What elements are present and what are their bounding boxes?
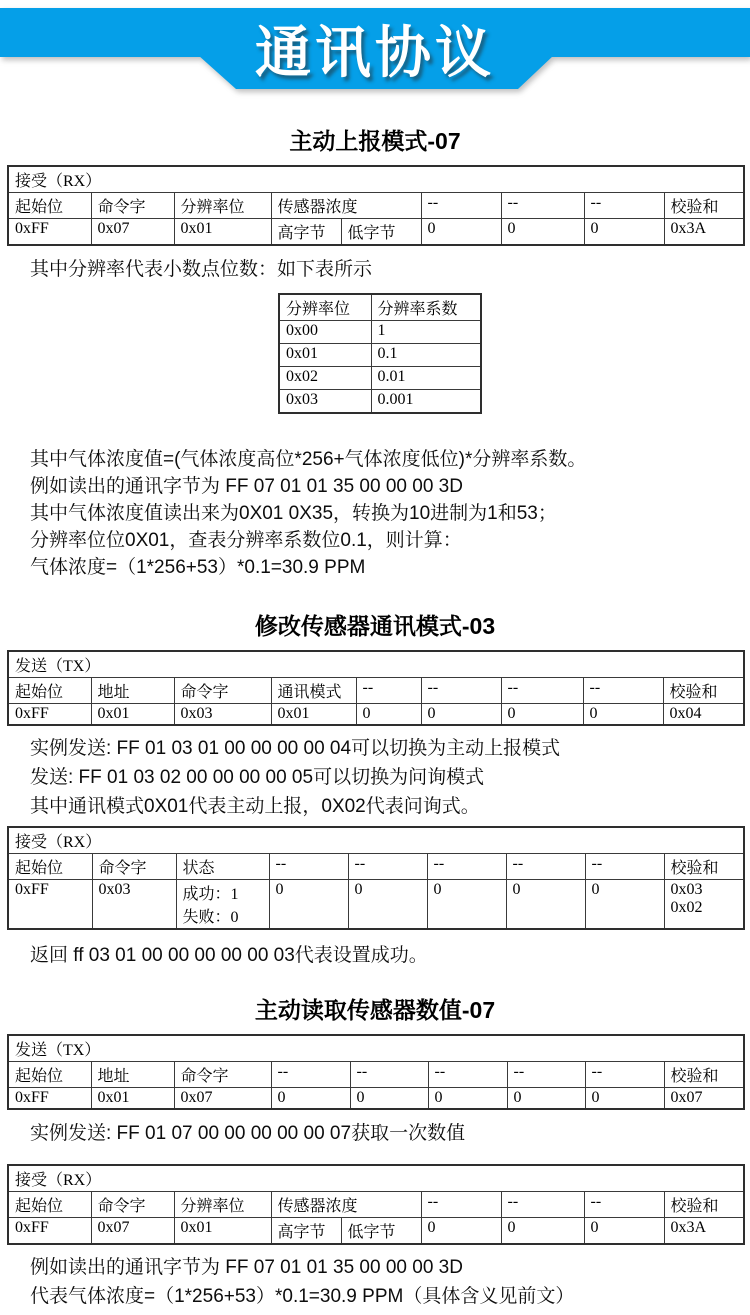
table-cell: 发送（TX） (8, 1035, 744, 1062)
table-cell: 接受（RX） (8, 827, 744, 854)
table-cell: -- (427, 854, 506, 880)
table-cell: -- (269, 854, 348, 880)
table-cell: 0 (501, 219, 584, 246)
rx07-frame-table-repeat (7, 1164, 743, 1245)
table-cell: 0 (507, 1088, 585, 1110)
table-cell: 0x01 (174, 1218, 271, 1245)
table-cell: 0 (350, 1088, 428, 1110)
table-cell: 0 (356, 704, 421, 726)
table-cell: 0 (584, 219, 664, 246)
table-cell: 0x01 (271, 704, 356, 726)
table-cell: -- (507, 1062, 585, 1088)
table (7, 165, 745, 246)
table-cell: 0 (421, 219, 501, 246)
table-cell: 命令字 (92, 854, 176, 880)
read-result-examples (7, 1257, 743, 1307)
table-cell: 校验和 (664, 193, 744, 219)
table-cell: -- (585, 1062, 664, 1088)
table-cell: 校验和 (664, 1062, 744, 1088)
table-cell: -- (583, 678, 663, 704)
paragraph-line: 其中气体浓度值=(气体浓度高位*256+气体浓度低位)*分辨率系数。 (30, 449, 587, 470)
table-cell: 0xFF (8, 1218, 91, 1245)
table-cell: 0 (348, 880, 427, 930)
table-cell: 0x01 (91, 1088, 174, 1110)
table-cell: 分辨率位 (174, 1192, 271, 1218)
table-cell: -- (501, 678, 583, 704)
table-cell: -- (356, 678, 421, 704)
table-cell: 传感器浓度 (271, 1192, 421, 1218)
table-cell: 分辨率位 (279, 294, 371, 321)
table-cell: 0 (584, 1218, 664, 1245)
table-cell: -- (428, 1062, 507, 1088)
table-cell: 命令字 (174, 678, 271, 704)
table-cell: 0xFF (8, 1088, 91, 1110)
table-cell: 0x07 (174, 1088, 271, 1110)
table-cell: -- (421, 1192, 501, 1218)
set-success-line: 返回 ff 03 01 00 00 00 00 00 03代表设置成功。 (30, 945, 428, 966)
table-cell: 1 (371, 321, 481, 344)
paragraph-line: 其中气体浓度值读出来为0X01 0X35，转换为10进制为1和53； (30, 503, 557, 524)
table-cell: 0 (271, 1088, 350, 1110)
content (7, 126, 743, 1307)
table-cell: 0xFF (8, 704, 91, 726)
table-cell: 0x07 (664, 1088, 744, 1110)
table-cell: -- (501, 193, 584, 219)
table-cell: 0x00 (279, 321, 371, 344)
table-cell: 0 (427, 880, 506, 930)
table-cell: 高字节 (271, 1218, 341, 1245)
table-cell: 0x01 (279, 344, 371, 367)
section-title-active-report: 主动上报模式-07 (289, 128, 461, 154)
table-cell: 0 (428, 1088, 507, 1110)
table-cell: 0 (421, 704, 501, 726)
table-cell: 0 (421, 1218, 501, 1245)
resolution-table (278, 293, 743, 414)
table-cell: 0.1 (371, 344, 481, 367)
table-cell: 0x3A (664, 1218, 744, 1245)
table-cell: 0 (585, 880, 664, 930)
table-cell: 0 (269, 880, 348, 930)
table-cell: -- (584, 193, 664, 219)
table-cell: 发送（TX） (8, 651, 744, 678)
table-cell: 命令字 (91, 193, 174, 219)
mode-switch-examples (7, 738, 743, 817)
banner (0, 0, 750, 96)
table-cell: 地址 (91, 1062, 174, 1088)
table-cell: 0x01 (91, 704, 174, 726)
table-cell: 校验和 (664, 854, 744, 880)
table (278, 293, 482, 414)
table-cell: -- (585, 854, 664, 880)
table-cell: 0x03 (279, 390, 371, 414)
table-cell: 0.01 (371, 367, 481, 390)
table-cell: 0xFF (8, 880, 92, 930)
table-cell: 0 (501, 1218, 584, 1245)
table-cell: -- (506, 854, 585, 880)
tx03-frame-table (7, 650, 743, 726)
table (7, 650, 745, 726)
table-cell: 起始位 (8, 678, 91, 704)
section-title-change-mode: 修改传感器通讯模式-03 (254, 613, 496, 639)
table-cell: 0x02 (279, 367, 371, 390)
table-cell: 0x01 (174, 219, 271, 246)
table-cell: 起始位 (8, 854, 92, 880)
table-cell: 通讯模式 (271, 678, 356, 704)
paragraph-line: 例如读出的通讯字节为 FF 07 01 01 35 00 00 00 3D (30, 476, 463, 497)
table-cell: 0 (583, 704, 663, 726)
read-example-line: 实例发送: FF 01 07 00 00 00 00 00 07获取一次数值 (30, 1123, 466, 1144)
table-cell: 分辨率系数 (371, 294, 481, 321)
table-cell: 0x07 (91, 219, 174, 246)
paragraph-line: 气体浓度=（1*256+53）*0.1=30.9 PPM (30, 557, 366, 578)
concentration-explanation (7, 446, 743, 581)
table-cell: -- (501, 1192, 584, 1218)
table-cell: 起始位 (8, 1062, 91, 1088)
table-cell: 0x03 0x02 (664, 880, 744, 930)
table-cell: -- (348, 854, 427, 880)
rx03-frame-table (7, 826, 743, 930)
table-cell: 接受（RX） (8, 1165, 744, 1192)
table (7, 826, 745, 930)
rx07-frame-table (7, 165, 743, 246)
table-cell: 0 (585, 1088, 664, 1110)
table-cell: 接受（RX） (8, 166, 744, 193)
table-cell: -- (584, 1192, 664, 1218)
table-cell: 0 (506, 880, 585, 930)
table-cell: 0 (501, 704, 583, 726)
table-cell: 状态 (176, 854, 269, 880)
table-cell: 校验和 (663, 678, 744, 704)
table (7, 1034, 745, 1110)
resolution-note: 其中分辨率代表小数点位数：如下表所示 (30, 259, 373, 280)
table-cell: 起始位 (8, 1192, 91, 1218)
table-cell: -- (421, 678, 501, 704)
table-cell: 高字节 (271, 219, 341, 246)
table-cell: 0x03 (92, 880, 176, 930)
table-cell: 地址 (91, 678, 174, 704)
table-cell: 0x3A (664, 219, 744, 246)
table-cell: 0x04 (663, 704, 744, 726)
table-cell: 0x03 (174, 704, 271, 726)
paragraph-line: 分辨率位位0X01，查表分辨率系数位0.1，则计算： (30, 530, 462, 551)
table-cell: 0.001 (371, 390, 481, 414)
table-cell: 起始位 (8, 193, 91, 219)
table-cell: 分辨率位 (174, 193, 271, 219)
table-cell: -- (350, 1062, 428, 1088)
result-line: 代表气体浓度=（1*256+53）*0.1=30.9 PPM（具体含义见前文） (30, 1286, 575, 1307)
result-line: 例如读出的通讯字节为 FF 07 01 01 35 00 00 00 3D (30, 1257, 463, 1278)
tx07-frame-table (7, 1034, 743, 1110)
table-cell: 命令字 (91, 1192, 174, 1218)
table-cell: 低字节 (341, 219, 421, 246)
table-cell: 校验和 (664, 1192, 744, 1218)
table-cell: -- (421, 193, 501, 219)
page-title: 通讯协议 (255, 21, 495, 84)
table-cell: 0x07 (91, 1218, 174, 1245)
table-cell: 成功：1 失败：0 (176, 880, 269, 930)
table-cell: 0xFF (8, 219, 91, 246)
table-cell: -- (271, 1062, 350, 1088)
table-cell: 低字节 (341, 1218, 421, 1245)
table (7, 1164, 745, 1245)
example-line: 实例发送: FF 01 03 01 00 00 00 00 04可以切换为主动上报模式 (30, 738, 561, 759)
example-line: 其中通讯模式0X01代表主动上报，0X02代表问询式。 (30, 796, 480, 817)
table-cell: 传感器浓度 (271, 193, 421, 219)
section-title-read-value: 主动读取传感器数值-07 (254, 997, 496, 1023)
example-line: 发送: FF 01 03 02 00 00 00 00 05可以切换为问询模式 (30, 767, 485, 788)
table-cell: 命令字 (174, 1062, 271, 1088)
